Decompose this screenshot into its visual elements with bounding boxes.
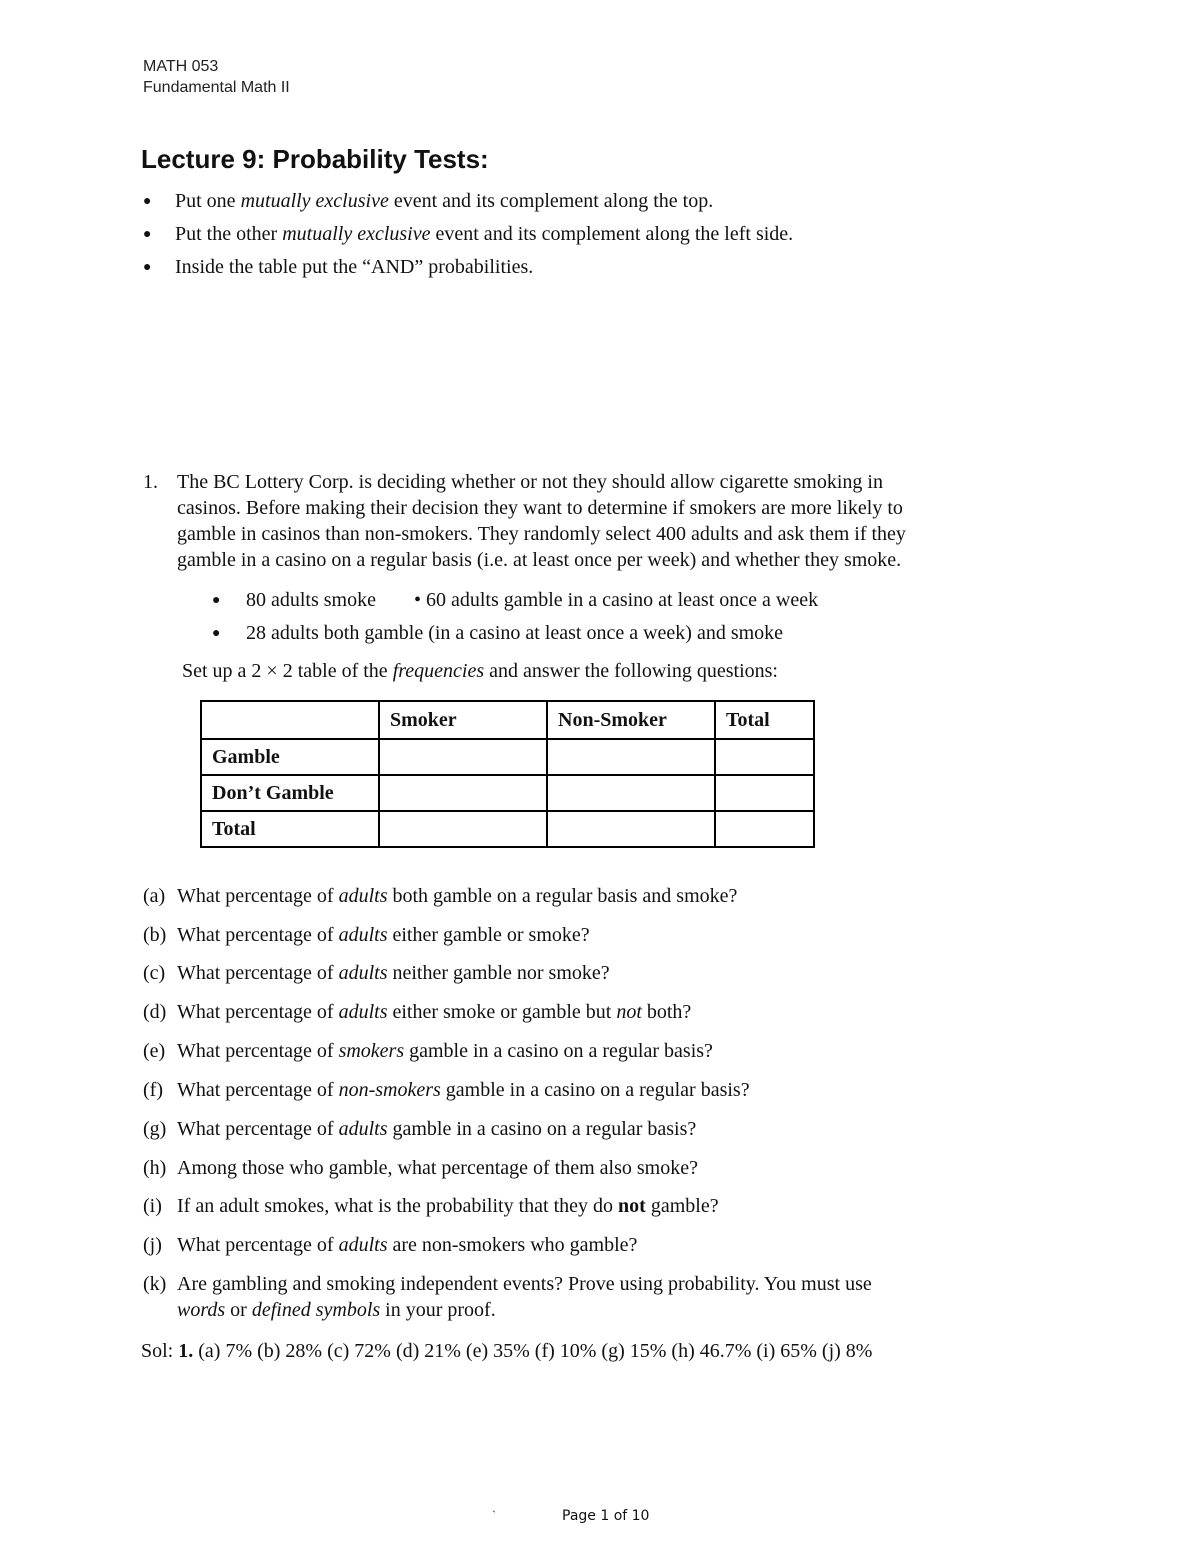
bullet-icon: ● [143,260,152,275]
question-d: (d) What percentage of adults either smoke or gamble but not both? [143,1001,692,1023]
bullet-icon: ● [212,593,221,608]
intro-bullet: ● Put the other mutually exclusive event and its complement along the left side. [143,223,794,245]
footer-tick: ` [492,1508,496,1522]
row-label-total: Total [201,811,379,847]
problem-line: gamble in casinos than non-smokers. They randomly select 400 adults and ask them if they [177,523,906,545]
problem-line: casinos. Before making their decision they want to determine if smokers are more likely to [177,497,903,519]
row-label-gamble: Gamble [201,739,379,775]
question-e: (e) What percentage of smokers gamble in a casino on a regular basis? [143,1040,713,1062]
question-b: (b) What percentage of adults either gamble or smoke? [143,924,590,946]
question-h: (h) Among those who gamble, what percentage of them also smoke? [143,1157,698,1179]
fact-row: ● 80 adults smoke • 60 adults gamble in a casino at least once a week [212,589,819,611]
table-row [201,775,814,811]
cell-gamble-non-smoker[interactable] [547,739,715,775]
question-k: (k) Are gambling and smoking independent events? Prove using probability. You must use words or defined symbols in your proof. [143,1273,872,1321]
bullet-icon: ● [212,626,221,641]
cell-dont-gamble-non-smoker[interactable] [547,775,715,811]
table-instruction: Set up a 2 × 2 table of the frequencies and answer the following questions: [182,660,778,682]
intro-bullet: ● Inside the table put the “AND” probabilities. [143,256,534,278]
question-g: (g) What percentage of adults gamble in a casino on a regular basis? [143,1118,697,1140]
lecture-title: Lecture 9: Probability Tests: [141,144,489,174]
question-j: (j) What percentage of adults are non-smokers who gamble? [143,1234,638,1256]
question-f: (f) What percentage of non-smokers gamble in a casino on a regular basis? [143,1079,750,1101]
question-a: (a) What percentage of adults both gamble on a regular basis and smoke? [143,885,738,907]
problem-line: The BC Lottery Corp. is deciding whether or not they should allow cigarette smoking in [177,471,883,493]
course-name: Fundamental Math II [143,79,290,96]
cell-gamble-smoker[interactable] [379,739,547,775]
problem-number: 1. [143,471,158,493]
solution-line: Sol: 1. (a) 7% (b) 28% (c) 72% (d) 21% (e) 35% (f) 10% (g) 15% (h) 46.7% (i) 65% (j) 8% [141,1340,873,1362]
cell-total-total[interactable] [715,811,814,847]
frequency-table [200,700,815,848]
header-smoker: Smoker [379,701,547,739]
intro-bullet: ● Put one mutually exclusive event and its complement along the top. [143,190,714,212]
header-non-smoker: Non-Smoker [547,701,715,739]
problem-1 [143,469,1063,573]
question-i: (i) If an adult smokes, what is the probability that they do not gamble? [143,1195,719,1217]
page-number: Page 1 of 10 [562,1508,650,1524]
cell-gamble-total[interactable] [715,739,814,775]
problem-line: gamble in a casino on a regular basis (i.e. at least once per week) and whether they smoke. [177,549,902,571]
cell-total-smoker[interactable] [379,811,547,847]
cell-dont-gamble-smoker[interactable] [379,775,547,811]
bullet-icon: ● [143,227,152,242]
cell-dont-gamble-total[interactable] [715,775,814,811]
header-total: Total [715,701,814,739]
fact-row: ● 28 adults both gamble (in a casino at least once a week) and smoke [212,622,784,644]
table-row [201,739,814,775]
question-c: (c) What percentage of adults neither gamble nor smoke? [143,962,610,984]
table-row [201,811,814,847]
row-label-dont-gamble: Don’t Gamble [201,775,379,811]
table-header-row [201,701,814,739]
course-code: MATH 053 [143,58,219,75]
bullet-icon: ● [143,194,152,209]
cell-total-non-smoker[interactable] [547,811,715,847]
table-corner-cell [201,701,379,739]
